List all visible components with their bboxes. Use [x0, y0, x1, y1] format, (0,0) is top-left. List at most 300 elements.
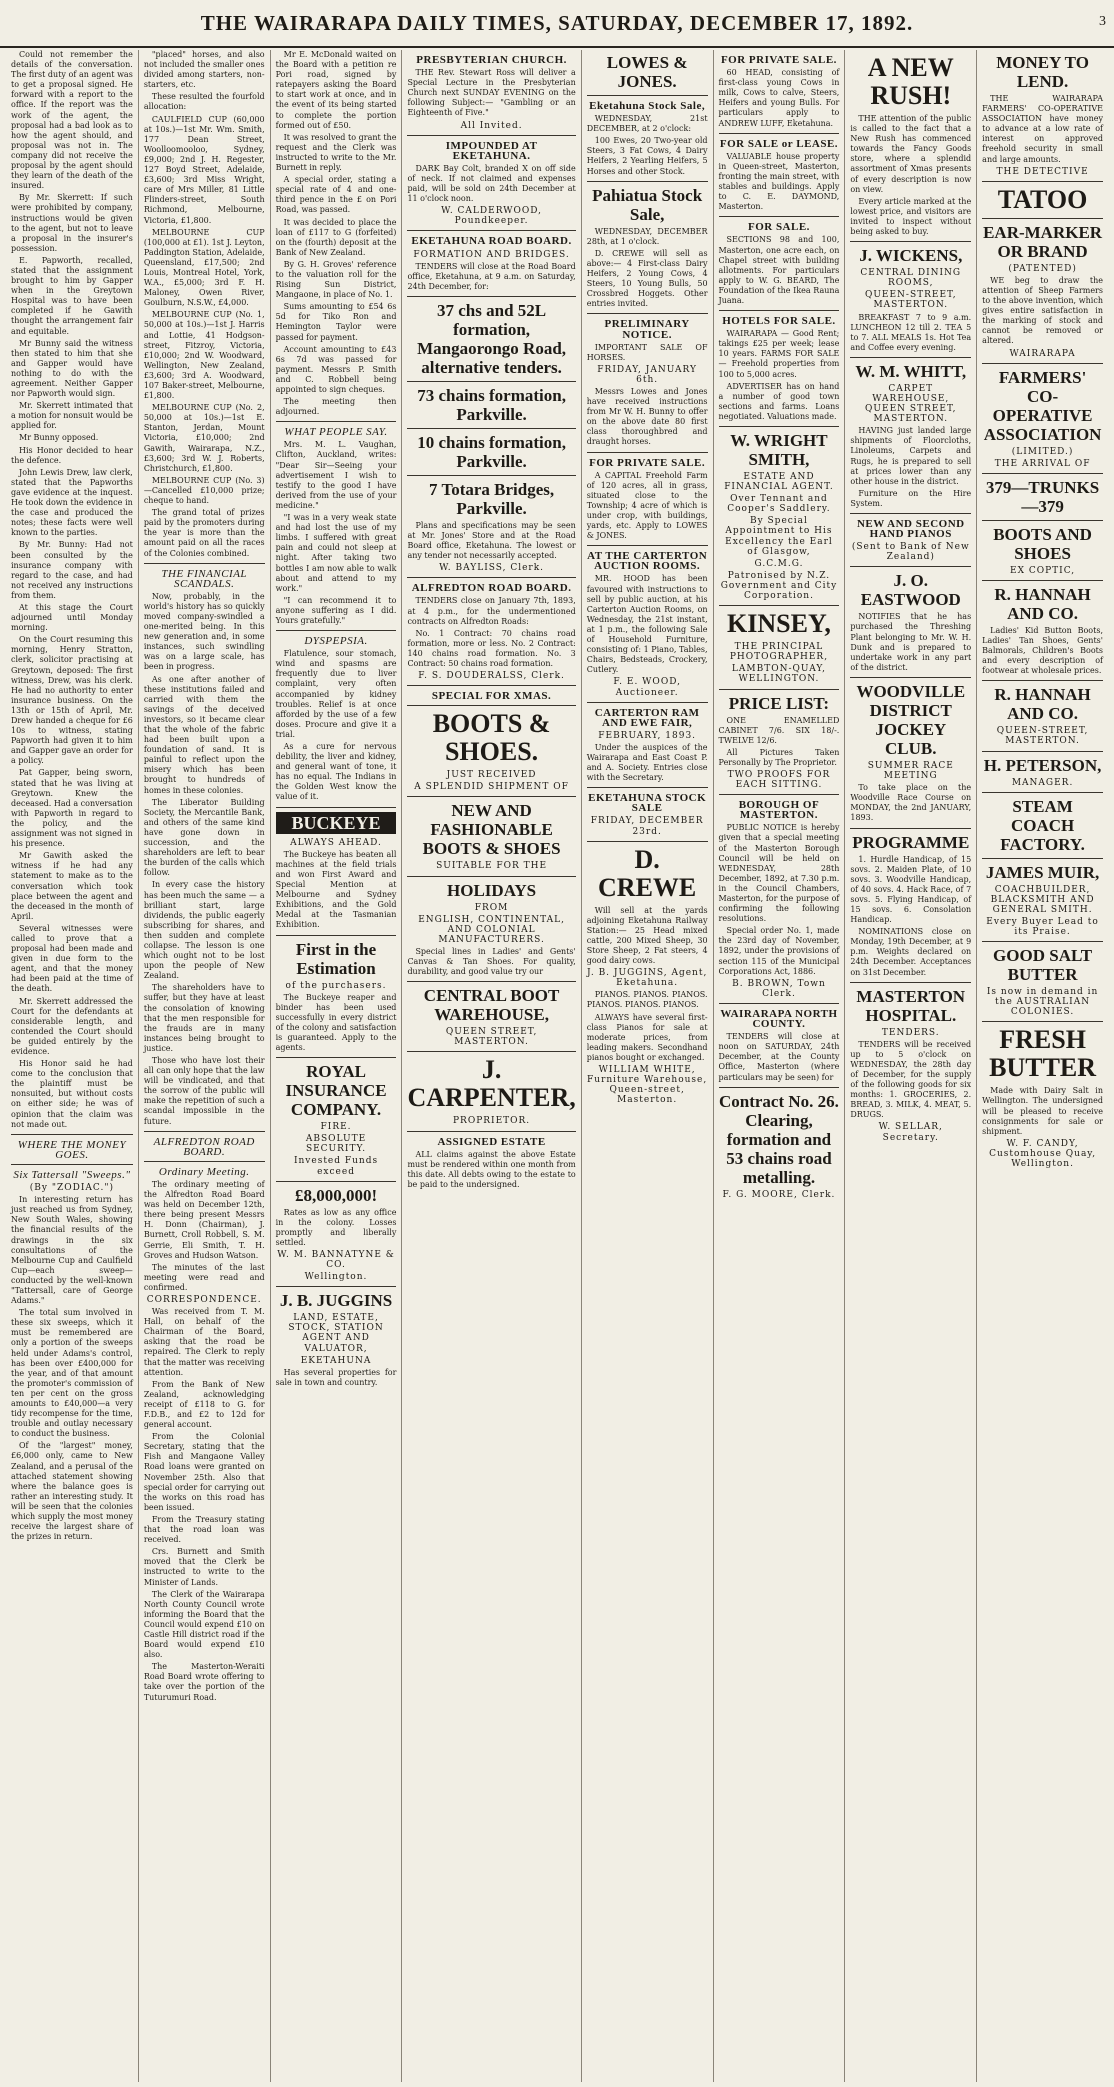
ad-headline: 37 chs and 52L formation, Mangaorongo Road, alternative tenders. [417, 300, 567, 377]
article-paragraph: By G. H. Groves' reference to the valuation roll for the Rising Sun District, Mangaone, in place of No. 1. [275, 259, 397, 300]
column-rule [11, 1134, 133, 1135]
column-4 [401, 50, 580, 2082]
ad-display-text: D. CREWE [598, 844, 697, 902]
column-rule [407, 230, 575, 231]
ad-caption: SUITABLE FOR THE [436, 861, 548, 872]
article-paragraph: VALUABLE house property in Queen-street, Masterton, fronting the main street, with stables and buildings. Apply to C. E. DAYMOND, Masterton. [718, 151, 840, 212]
ad-caption: QUEEN-STREET, MASTERTON. [864, 290, 957, 311]
article-paragraph: "placed" horses, and also not included the smaller ones divided among starters, non-starters, etc. [143, 50, 265, 90]
article-paragraph: Under the auspices of the Wairarapa and East Coast P. and A. Society. Entries close with the Secretary. [586, 742, 708, 783]
ad-caption: THE DETECTIVE [996, 166, 1089, 177]
ad-caption: PROPRIETOR. [452, 1116, 531, 1127]
column-rule [587, 452, 708, 453]
article-paragraph: SECTIONS 98 and 100, Masterton, one acre each, on Chapel street with building allotments. For particulars apply to W. G. BEARD, The Foundation of the Ikea Rauna Juana. [718, 235, 840, 305]
ad-headline: First in the Estimation [295, 939, 377, 978]
article-paragraph: "I can recommend it to anyone suffering as I did. Yours gratefully." [275, 595, 397, 625]
ad-headline: 10 chains formation, Parkville. [417, 432, 566, 471]
section-heading: ALFREDTON ROAD BOARD. [153, 1135, 255, 1158]
article-paragraph: MELBOURNE CUP (No. 3)—Cancelled £10,000 prize; cheque to hand. [143, 475, 265, 506]
ad-display-text: BOOTS & SHOES. [432, 709, 551, 767]
ad-display-text: J. CARPENTER, [407, 1055, 576, 1113]
article-paragraph: 100 Ewes, 20 Two-year old Steers, 3 Fat Cows, 4 Dairy Heifers, 2 Yearling Heifers, 5 Horses and other Stock. [586, 136, 708, 176]
ad-caption: LAND, ESTATE, STOCK, STATION AGENT AND VALUATOR, [288, 1313, 384, 1354]
ad-headline: LOWES & JONES. [606, 53, 688, 91]
ad-caption: EX COPTIC, [1010, 565, 1076, 576]
article-paragraph: TENDERS will close at the Road Board office, Eketahuna, at 9 a.m. on Saturday, 24th December, for: [407, 261, 576, 291]
article-paragraph: Several witnesses were called to prove that a proposal had been made and given in due form to the agent, and that the money had been paid at the time of the death. [11, 923, 133, 994]
column-rule [276, 421, 397, 422]
article-paragraph: Mr Bunny opposed. [19, 433, 99, 443]
ad-caption: WILLIAM WHITE, Furniture Warehouse, Queen-street, Masterton. [587, 1065, 708, 1106]
section-heading: Eketahuna Stock Sale, [589, 100, 706, 112]
ad-caption: TWO PROOFS FOR EACH SITTING. [727, 769, 831, 791]
section-heading: WAIRARAPA NORTH COUNTY. [720, 1007, 838, 1031]
section-heading: FOR PRIVATE SALE. [589, 456, 706, 469]
column-rule [407, 1051, 575, 1052]
ad-headline: J. WICKENS, [859, 246, 963, 266]
ad-headline: H. PETERSON, [983, 755, 1102, 775]
article-paragraph: Pat Gapper, being sworn, stated that he was living at Greytown. Knew the deceased. Had a conversation with Papworth in regard to the policy, and the assignment was not signed in his presence. [11, 768, 133, 849]
ad-caption: QUEEN-STREET, MASTERTON. [996, 726, 1089, 747]
ad-caption: TENDERS. [881, 1027, 940, 1038]
article-paragraph: TENDERS close on January 7th, 1893, at 4 p.m., for the undermentioned contracts on Alfredton Roads: [407, 596, 576, 626]
column-rule [719, 310, 840, 311]
article-paragraph: Special lines in Ladies' and Gents' Canvas & Tan Shoes. For quality, durability, and good value try our [407, 946, 576, 977]
article-paragraph: MELBOURNE CUP (100,000 at £1). 1st J. Leyton, Paddington Station, Adelaide, Queensland, £17,500; 2nd Louis, Montreal Hotel, York, W.A., £5,000; 3rd F. H. Maloney, Owen River, Goulburn, N.S.W., £4,000. [143, 227, 265, 308]
section-heading: DYSPEPSIA. [304, 635, 368, 648]
ad-caption: G.C.M.G. [754, 558, 804, 569]
ad-headline: 73 chains formation, Parkville. [417, 385, 566, 424]
column-rule [407, 705, 575, 706]
column-6 [713, 50, 845, 2082]
article-paragraph: The Liberator Building Society, the Mercantile Bank, and others of the same kind have gone down in succession, and the shareholders are left to bear the burden of the calls which follow. [143, 797, 265, 878]
ad-headline: CENTRAL BOOT WAREHOUSE, [423, 986, 560, 1025]
ad-caption: J. B. JUGGINS, Agent, Eketahuna. [586, 968, 708, 989]
article-paragraph: ONE ENAMELLED CABINET 7/6. SIX 18/-. TWELVE 12/6. [718, 715, 840, 745]
article-paragraph: "I was in a very weak state and had lost the use of my limbs. I suffered with great pain and could not sleep at night. After taking two bottles I am now able to walk about and attend to my work." [275, 513, 397, 593]
article-paragraph: The total sum involved in these six sweeps, which it must be remembered are only a portion of the sweeps held under Adams's control, has been over £400,000 for the year, and of that amount the promoter's commission of ten per cent on the gross amounts to £40,000—a very tidy recompense for the time, trouble and outlay necessary to conduct the business. [11, 1308, 133, 1439]
ad-headline: J. O. EASTWOOD [860, 571, 961, 610]
ad-display-text: FRESH BUTTER [989, 1025, 1097, 1083]
column-rule [587, 702, 708, 703]
ad-caption: (Sent to Bank of New Zealand) [851, 542, 970, 563]
ad-display-text: TATOO [997, 184, 1088, 214]
ad-caption: FROM [474, 902, 509, 913]
section-heading: AT THE CARTERTON AUCTION ROOMS. [587, 550, 708, 573]
ad-caption: F. G. MOORE, Clerk. [722, 1189, 836, 1200]
ad-caption: of the purchasers. [285, 980, 387, 991]
section-heading: HOTELS FOR SALE. [722, 315, 836, 328]
ad-display-text: A NEW RUSH! [867, 53, 954, 110]
column-5 [581, 50, 713, 2082]
masthead [0, 0, 1114, 48]
ad-banner: BUCKEYE [276, 812, 397, 834]
article-paragraph: Furniture on the Hire System. [850, 488, 972, 508]
article-paragraph: MELBOURNE CUP (No. 1, 50,000 at 10s.)—1st J. Harris and Lottie, 41 Hodgson-street, Fitzroy, Victoria, £10,000; 2nd W. Woodward, Wellington, New Zealand, £3,600; 3rd A. Woodward, 107 Baker-street, Melbourne, £1,800. [143, 310, 265, 401]
ad-headline: 7 Totara Bridges, Parkville. [429, 479, 555, 518]
article-paragraph: THE attention of the public is called to the fact that a New Rush has commenced towards the Fancy Goods store, where a splendid assortment of Xmas presents of every description is now on view. [850, 114, 972, 194]
article-paragraph: The ordinary meeting of the Alfredton Road Board was held on December 12th, there being present Messrs H. Donn (Chairman), J. Burnett, Croll Robbell, S. M. Gerrie, Eli Smith, T. H. Groves and Hudson Watson. [143, 1179, 265, 1260]
article-paragraph: NOTIFIES that he has purchased the Threshing Plant belonging to Mr. W. H. Dunk and is prepared to undertake work in any part of the district. [850, 612, 972, 672]
column-rule [850, 357, 971, 358]
column-rule [144, 1131, 265, 1132]
column-rule [587, 787, 708, 788]
article-paragraph: On the Court resuming this morning, Henry Stratton, clerk, solicitor practising at Greytown, deposed: The first witness, Drew, was his clerk. He had no authority to enter insurance business. On the 13th or 15th of April, Mr. Drew handed a cheque for £6 10s to witness, stating Papworth had given it to him and Gapper gave an order for a policy. [11, 635, 133, 766]
article-paragraph: Mrs. M. L. Vaughan, Clifton, Auckland, writes: "Dear Sir—Seeing your advertisement I wish to testify to the good I have derived from the use of your medicine." [275, 440, 397, 510]
article-paragraph: The Clerk of the Wairarapa North County Council wrote informing the Board that the Council would expend £10 on Castle Hill district road if the Board would expend £10 also. [143, 1589, 265, 1660]
article-paragraph: Mr Gawith asked the witness if he had any statement to make as to the conversation which took place between the agent and the deceased in the month of April. [11, 851, 133, 921]
column-rule [407, 135, 575, 136]
column-2 [138, 50, 270, 2082]
ad-headline: W. M. WHITT, [855, 361, 967, 381]
article-paragraph: Mr Bunny said the witness then stated to him that she and Gapper would have nothing to do with the agreement. Neither Gapper nor Papworth would sign. [11, 338, 133, 399]
column-rule [407, 577, 575, 578]
ad-caption: W. F. CANDY, Customhouse Quay, Wellington. [989, 1138, 1097, 1170]
ad-headline: JAMES MUIR, [985, 862, 1100, 882]
ad-headline: PROGRAMME [852, 832, 970, 852]
article-paragraph: WAIRARAPA — Good Rent; takings £25 per week; lease 10 years. FARMS FOR SALE — Freehold properties from 100 to 5,000 acres. [718, 329, 840, 379]
article-paragraph: The Masterton-Weraiti Road Board wrote offering to take over the portion of the Tuturumuri Road. [143, 1662, 265, 1702]
article-paragraph: Rates as low as any office in the colony. Losses promptly and liberally settled. [275, 1207, 397, 1247]
article-paragraph: Was received from T. M. Hall, on behalf of the Chairman of the Board, asking that the road be repaired. The Clerk to reply that the matter was receiving attention. [143, 1307, 265, 1377]
article-paragraph: The shareholders have to suffer, but they have at least the consolation of knowing that the men responsible for the frauds are in many instances being brought to justice. [143, 983, 265, 1053]
column-rule [719, 426, 840, 427]
column-rule [982, 858, 1103, 859]
ad-caption: FEBRUARY, 1893. [598, 730, 697, 741]
article-paragraph: A CAPITAL Freehold Farm of 120 acres, all in grass, situated close to the Township; 4 acre of which is under crop, with buildings, yards, etc. Apply to LOWES & JONES. [586, 470, 708, 541]
section-heading: PRESBYTERIAN CHURCH. [416, 54, 567, 66]
ad-caption: Is now in demand in the AUSTRALIAN COLONIES. [986, 987, 1099, 1018]
article-paragraph: Now, probably, in the world's history has so quickly moved company-swindled a one-merited being. In this new generation and, in some instances, such swindling was on a large scale, has been in progress. [143, 591, 265, 672]
article-paragraph: TENDERS will close at noon on SATURDAY, 24th December, at the County Office, Masterton (where particulars may be seen) for [718, 1032, 840, 1082]
column-rule [407, 475, 575, 476]
column-rule [11, 1164, 133, 1165]
column-rule [276, 1181, 397, 1182]
section-heading: SPECIAL FOR XMAS. [431, 690, 552, 703]
ad-headline: Contract No. 26. Clearing, formation and 53 chains road metalling. [718, 1091, 839, 1187]
column-rule [982, 792, 1103, 793]
article-paragraph: The grand total of prizes paid by the promoters during the year is more than the amount paid on all the races of the Colonies combined. [143, 508, 265, 558]
section-heading: FOR SALE or LEASE. [719, 137, 839, 150]
article-paragraph: Made with Dairy Salt in Wellington. The undersigned will be pleased to receive consignments for sale or shipment. [982, 1086, 1103, 1136]
article-paragraph: A special order, stating a special rate of 4 and one-third pence in the £ on Pori Road, was passed. [275, 175, 397, 215]
section-heading: WHERE THE MONEY GOES. [17, 1138, 127, 1161]
article-paragraph: These resulted the fourfold allocation: [143, 92, 265, 112]
page-number: 3 [1099, 14, 1106, 29]
column-rule [982, 941, 1103, 942]
ad-caption: CENTRAL DINING ROOMS, [860, 268, 962, 289]
ad-caption: (PATENTED) [1008, 263, 1077, 274]
article-paragraph: All Pictures Taken Personally by The Proprietor. [718, 747, 840, 767]
article-paragraph: Mr. Skerrett addressed the Court for the defendants at considerable length, and contended the Court should be guided entirely by the evidence. [11, 996, 133, 1056]
article-paragraph: PIANOS. PIANOS. PIANOS. PIANOS. PIANOS. PIANOS. [586, 990, 708, 1010]
column-rule [407, 1131, 575, 1132]
ad-caption: JUST RECEIVED [446, 770, 537, 781]
ad-headline: ROYAL INSURANCE COMPANY. [285, 1062, 387, 1120]
column-rule [587, 313, 708, 314]
article-paragraph: Plans and specifications may be seen at Mr. Jones' Store and at the Road Board office, Eketahuna. The lowest or any tender not necessarily accepted. [407, 520, 576, 561]
column-rule [982, 680, 1103, 681]
column-rule [850, 513, 971, 514]
article-paragraph: Of the "largest" money, £6,000 only, came to New Zealand, and a perusal of the attached statement showing where the balance goes is rather an interesting study. It will be seen that the colonies which supply the most money receive the largest share of the prizes in return. [11, 1441, 133, 1542]
ad-headline: BOOTS AND SHOES [993, 524, 1092, 563]
article-paragraph: PUBLIC NOTICE is hereby given that a special meeting of the Masterton Borough Council will be held on WEDNESDAY, 28th December, 1892, at 7.30 p.m. in the Council Chambers, Masterton, for the purpose of confirming the following resolutions. [718, 823, 840, 924]
column-rule [850, 566, 971, 567]
article-paragraph: Those who have lost their all can only hope that the law will be vindicated, and that the sorrow of the public will make the repetition of such a scandal impossible in the future. [143, 1056, 265, 1126]
column-rule [982, 520, 1103, 521]
ad-caption: W. SELLAR, Secretary. [878, 1122, 943, 1143]
article-paragraph: E. Papworth, recalled, stated that the assignment brought to him by Gapper when in the Greytown Hospital was to have been completed if he Gawith thought the arrangement fair and equitable. [11, 255, 133, 336]
ad-headline: FARMERS' CO-OPERATIVE ASSOCIATION [983, 367, 1102, 444]
ad-caption: Wellington. [304, 1272, 368, 1283]
article-paragraph: HAVING just landed large shipments of Floorcloths, Linoleums, Carpets and Rugs, he is prepared to sell at prices lower than any other house in the district. [850, 426, 972, 486]
ad-caption: FIRE. [320, 1122, 352, 1133]
article-paragraph: The minutes of the last meeting were read and confirmed. [143, 1262, 265, 1292]
article-paragraph: It was resolved to grant the request and the Clerk was instructed to write to the Mr. Burnett in reply. [275, 132, 397, 173]
article-paragraph: From the Bank of New Zealand, acknowledging receipt of £118 to G. for F.D.B., and £2 to 12d for general account. [143, 1379, 265, 1430]
ad-headline: EAR-MARKER OR BRAND [983, 222, 1103, 261]
column-rule [407, 296, 575, 297]
article-paragraph: IMPORTANT SALE OF HORSES. [586, 342, 708, 362]
column-rule [407, 381, 575, 382]
column-rule [587, 181, 708, 182]
article-paragraph: 1. Hurdle Handicap, of 15 sovs. 2. Maiden Plate, of 10 sovs. 3. Woodville Handicap, of 40 sovs. 4. Hack Race, of 7 sovs. 5. Flying Handicap, of 15 sovs. 6. Consolation Handicap. [850, 854, 972, 925]
column-rule [719, 1003, 840, 1004]
column-1 [6, 50, 138, 2082]
ad-caption: QUEEN STREET, MASTERTON. [445, 1027, 538, 1048]
section-heading: Six Tattersall "Sweeps." [13, 1168, 131, 1181]
article-paragraph: CAULFIELD CUP (60,000 at 10s.)—1st Mr. Wm. Smith, 177 Dean Street, Woolloomooloo, Sydney, £9,000; 2nd J. H. Regester, 127 Boyd Street, Adelaide, £3,600; 3rd Miss Wright, care of Mrs Miller, 81 Little Flinders-street, South Richmond, Melbourne, Victoria, £1,800. [143, 114, 265, 225]
ad-caption: Invested Funds exceed [293, 1156, 379, 1177]
ad-caption: W. CALDERWOOD, Poundkeeper. [441, 206, 543, 227]
ad-caption: By Special Appointment to His Excellency the Earl of Glasgow, [725, 516, 833, 557]
column-rule [587, 95, 708, 96]
ad-caption: ENGLISH, CONTINENTAL, AND COLONIAL MANUFACTURERS. [418, 914, 565, 945]
column-rule [850, 677, 971, 678]
article-paragraph: Mr E. McDonald waited on the Board with a petition re Pori road, signed by ratepayers asking the Board to start work at once, and in the event of its being started to complete the portion formed out of £50. [275, 50, 397, 130]
column-rule [982, 181, 1103, 182]
ad-caption: LAMBTON-QUAY, WELLINGTON. [731, 664, 826, 685]
article-paragraph: No. 1 Contract: 70 chains road formation, more or less. No. 2 Contract: 140 chains road formation. No. 3 Contract: 50 chains road formation. [407, 628, 576, 668]
article-paragraph: DARK Bay Colt, branded X on off side of neck. If not claimed and expenses paid, will be sold on 24th December at 11 o'clock noon. [407, 163, 576, 204]
article-paragraph: Crs. Burnett and Smith moved that the Clerk be instructed to write to the Minister of Lands. [143, 1547, 265, 1587]
ad-headline: J. B. JUGGINS [279, 1291, 393, 1311]
ad-headline: NEW AND FASHIONABLE BOOTS & SHOES [422, 801, 561, 859]
ad-caption: F. S. DOUDERALSS, Clerk. [418, 671, 565, 682]
column-rule [407, 876, 575, 877]
article-paragraph: WEDNESDAY, 21st DECEMBER, at 2 o'clock: [586, 114, 708, 134]
column-rule [719, 133, 840, 134]
ad-caption: FORMATION AND BRIDGES. [413, 249, 570, 260]
masthead-title: THE WAIRARAPA DAILY TIMES, SATURDAY, DECEMBER 17, 1892. [200, 10, 914, 35]
article-paragraph: ALWAYS have several first-class Pianos for sale at moderate prices, from leading makers. Secondhand pianos bought or exchanged. [586, 1012, 708, 1062]
ad-headline: R. HANNAH AND CO. [994, 685, 1091, 724]
ad-caption: B. BROWN, Town Clerk. [732, 978, 826, 999]
column-8 [976, 50, 1108, 2082]
column-rule [407, 796, 575, 797]
column-rule [982, 473, 1103, 474]
section-heading: FOR PRIVATE SALE. [720, 54, 837, 66]
ad-headline: WOODVILLE DISTRICT JOCKEY CLUB. [856, 681, 966, 758]
article-paragraph: THE Rev. Stewart Ross will deliver a Special Lecture in the Presbyterian Church next SUNDAY EVENING on the following Subject:— "Gambling or an Eighteenth of Five." [407, 68, 576, 118]
ad-caption: FRIDAY, JANUARY 6th. [597, 364, 697, 385]
article-paragraph: From the Treasury stating that the road loan was received. [143, 1514, 265, 1545]
column-rule [719, 1087, 840, 1088]
article-paragraph: In interesting return has just reached us from Sydney, New South Wales, showing the financial results of the drawings in the six consultations of the Melbourne Cup and Caulfield Cup—each sweep—conducted by the well-known "Tattersall, care of George Adams." [11, 1195, 133, 1306]
ad-headline: W. WRIGHT SMITH, [730, 431, 828, 469]
section-heading: THE FINANCIAL SCANDALS. [161, 567, 248, 590]
column-7 [844, 50, 976, 2082]
ad-headline: £8,000,000! [294, 1185, 378, 1205]
section-heading: EKETAHUNA STOCK SALE [588, 792, 707, 815]
article-paragraph: Flatulence, sour stomach, wind and spasms are frequently due to liver complaint, very often accompanied by kidney troubles. Relief is at once afforded by the use of a few doses. Procure and give it a trial. [275, 649, 397, 739]
article-paragraph: Messrs Lowes and Jones have received instructions from Mr W. H. Bunny to offer on the above date 80 first class thoroughbred and draught horses. [586, 386, 708, 447]
article-paragraph: TENDERS will be received up to 5 o'clock on WEDNESDAY, the 28th day of December, for the supply of the following goods for six months: 1. GROCERIES, 2. BREAD, 3. MILK, 4. MEAT, 5. DRUGS. [850, 1039, 972, 1120]
article-paragraph: Account amounting to £43 6s 7d was passed for payment. Messrs P. Smith and C. Robbell being appointed to sign cheques. [275, 344, 397, 394]
column-rule [407, 981, 575, 982]
ad-caption: Every Buyer Lead to its Praise. [986, 916, 1099, 937]
article-paragraph: Special order No. 1, made the 23rd day of November, 1892, under the provisions of section 115 of the Municipal Corporations Act, 1886. [718, 926, 840, 976]
column-rule [276, 630, 397, 631]
article-paragraph: At this stage the Court adjourned until Monday morning. [11, 602, 133, 633]
article-paragraph: By Mr. Bunny: Had not been consulted by the insurance company with regard to the case, and had not received any instructions from them. [11, 540, 133, 600]
column-rule [719, 794, 840, 795]
section-heading: ALFREDTON ROAD BOARD. [411, 582, 572, 595]
ad-caption: CARPET WAREHOUSE, QUEEN STREET, MASTERTON. [865, 383, 957, 425]
ad-caption: MANAGER. [1011, 777, 1074, 788]
column-rule [276, 935, 397, 936]
section-heading: BOROUGH OF MASTERTON. [738, 799, 820, 822]
ad-headline: Pahiatua Stock Sale, [592, 185, 703, 224]
column-rule [850, 241, 971, 242]
ad-headline: 379—TRUNKS—379 [985, 477, 1100, 516]
ad-caption: Patronised by N.Z. Government and City Corporation. [720, 570, 838, 602]
ad-headline: STEAM COACH FACTORY. [1000, 796, 1085, 854]
section-heading: FOR SALE. [747, 221, 810, 234]
ad-caption: FRIDAY, DECEMBER 23rd. [590, 816, 704, 837]
ad-caption: WAIRARAPA [1009, 348, 1076, 359]
article-paragraph: It was decided to place the loan of £117 to G (forfeited) on the (fourth) deposit at the Bank of New Zealand. [275, 217, 397, 257]
ad-caption: (By "ZODIAC.") [29, 1183, 114, 1194]
article-paragraph: ADVERTISER has on hand a number of good town sections and farms. Loans negotiated. Valuations made. [718, 381, 840, 421]
column-rule [144, 1161, 265, 1162]
columns [6, 50, 1108, 2082]
article-paragraph: NOMINATIONS close on Monday, 19th December, at 9 p.m. Weights declared on 24th December. Acceptances on 31st December. [850, 927, 972, 977]
ad-headline: PRICE LIST: [728, 693, 830, 713]
ad-headline: MASTERTON HOSPITAL. [856, 986, 966, 1025]
column-rule [407, 685, 575, 686]
article-paragraph: John Lewis Drew, law clerk, stated that the Papworths gave evidence at the inquest. He took down the evidence in the case and produced the notes; these facts were well known to the parties. [11, 467, 133, 538]
column-rule [982, 580, 1103, 581]
column-rule [982, 218, 1103, 219]
column-rule [144, 563, 265, 564]
section-heading: NEW AND SECOND HAND PIANOS [856, 518, 965, 541]
article-paragraph: Has several properties for sale in town and country. [275, 1367, 397, 1387]
article-paragraph: In every case the history has been much the same — a brilliant start, large dividends, the public eagerly subscribing for shares, and then sudden and complete collapse. The lesson is one which ought not to be lost upon the people of New Zealand. [143, 880, 265, 981]
ad-caption: Over Tennant and Cooper's Saddlery. [727, 494, 831, 515]
ad-caption: THE PRINCIPAL PHOTOGRAPHER, [729, 642, 829, 663]
ad-caption: SUMMER RACE MEETING [867, 760, 954, 782]
column-rule [587, 545, 708, 546]
ad-caption: COACHBUILDER, BLACKSMITH AND GENERAL SMITH. [990, 884, 1095, 915]
article-paragraph: Every article marked at the lowest price, and visitors are invited to inspect without being asked to buy. [850, 196, 972, 237]
column-rule [407, 428, 575, 429]
article-paragraph: The meeting then adjourned. [275, 397, 397, 417]
ad-caption: ALWAYS AHEAD. [290, 837, 382, 848]
ad-headline: HOLIDAYS [447, 880, 537, 900]
article-paragraph: MR. HOOD has been favoured with instructions to sell by public auction, at his Carterton Auction Rooms, on Wednesday, the 21st instant, at 1 p.m., the following Sale of Household Furniture, consisting of: 1 Piano, Tables, Chairs, Bedsteads, Crockery, Cutlery. [586, 574, 708, 675]
article-paragraph: ALL claims against the above Estate must be rendered within one month from this date. All debts owing to the estate to be paid to the undersigned. [407, 1149, 576, 1189]
column-rule [719, 216, 840, 217]
article-paragraph: WE beg to draw the attention of Sheep Farmers to the above invention, which gives entire satisfaction in the marking of stock and cannot be removed or altered. [982, 275, 1103, 346]
article-paragraph: BREAKFAST 7 to 9 a.m. LUNCHEON 12 till 2. TEA 5 to 7. ALL MEALS 1s. Hot Tea and Coffee every evening. [850, 312, 972, 352]
column-rule [982, 1021, 1103, 1022]
article-paragraph: 60 HEAD, consisting of first-class young Cows in milk, Cows to calve, Steers, Heifers and young Bulls. For particulars apply to ANDREW LUFF, Eketahuna. [718, 68, 840, 128]
column-rule [719, 605, 840, 606]
column-rule [850, 828, 971, 829]
article-paragraph: Mr. Skerrett intimated that a motion for nonsuit would be applied for. [11, 401, 133, 431]
article-paragraph: WEDNESDAY, DECEMBER 28th, at 1 o'clock. [586, 226, 708, 246]
column-rule [982, 363, 1103, 364]
section-heading: EKETAHUNA ROAD BOARD. [411, 235, 572, 248]
ad-caption: EKETAHUNA [300, 1355, 372, 1366]
ad-headline: R. HANNAH AND CO. [994, 584, 1091, 623]
column-rule [276, 807, 397, 808]
article-paragraph: From the Colonial Secretary, stating that the Fish and Mangaone Valley Road loans were granted on November 25th. Also that special order for carrying out the works on this road has been issued. [143, 1432, 265, 1512]
article-paragraph: His Honor said he had come to the conclusion that the plaintiff must be nonsuited, but without costs on either side; he was of opinion that the claim was not made out. [11, 1059, 133, 1129]
column-rule [587, 841, 708, 842]
section-heading: IMPOUNDED AT EKETAHUNA. [445, 139, 538, 162]
section-heading: ASSIGNED ESTATE [437, 1135, 546, 1148]
column-rule [982, 751, 1103, 752]
article-paragraph: Ladies' Kid Button Boots, Ladies' Tan Shoes, Gents' Balmorals, Children's Boots and every description of footwear at wholesale prices. [982, 625, 1103, 676]
ad-caption: THE ARRIVAL OF [994, 458, 1091, 469]
ad-headline: GOOD SALT BUTTER [993, 946, 1093, 985]
article-paragraph: To take place on the Woodville Race Course on MONDAY, the 2nd JANUARY, 1893. [850, 783, 972, 823]
section-heading: CARTERTON RAM AND EWE FAIR, [594, 706, 700, 729]
column-rule [850, 982, 971, 983]
article-paragraph: His Honor decided to hear the defence. [11, 445, 133, 465]
article-paragraph: By Mr. Skerrett: If such were prohibited by company, instructions would be given to the agent, but not to leave a proposal in the insurer's possession. [11, 193, 133, 253]
column-rule [276, 1057, 397, 1058]
article-paragraph: Could not remember the details of the conversation. The first duty of an agent was to get a proposal signed. He forward with a report to the office. If the report was the work of the agent, the proposal had a bad look as to how the agent should, and proposal was not in. The company did not receive the proposal by the agent should they learn of the death of the insured. [11, 50, 133, 191]
column-rule [276, 1286, 397, 1287]
ad-caption: CORRESPONDENCE. [146, 1294, 262, 1305]
ad-caption: A SPLENDID SHIPMENT OF [414, 782, 569, 793]
ad-caption: All Invited. [460, 120, 523, 131]
ad-headline: MONEY TO LEND. [996, 53, 1089, 91]
article-paragraph: MELBOURNE CUP (No. 2, 50,000 at 10s.)—1st E. Stanton, Jerdan, Mount Victoria, £10,000; 2nd Gawith, Wairarapa, N.Z., £3,600; 3rd W. J. Roberts, Christchurch, £1,800. [143, 403, 265, 473]
article-paragraph: The Buckeye has beaten all machines at the field trials and won First Award and Special Mention at Melbourne and Sydney Exhibitions, and the Gold Medal at the Tasmanian Exhibition. [275, 849, 397, 930]
ad-caption: W. M. BANNATYNE & CO. [277, 1250, 395, 1271]
article-paragraph: D. CREWE will sell as above:— 4 First-class Dairy Heifers, 2 Young Cows, 4 Steers, 10 Young Bulls, 50 Crossbred Hoggets. Other entries invited. [586, 248, 708, 309]
ad-caption: F. E. WOOD, Auctioneer. [613, 677, 681, 698]
section-heading: PRELIMINARY NOTICE. [604, 318, 690, 341]
ad-caption: W. BAYLISS, Clerk. [439, 563, 545, 574]
column-rule [719, 689, 840, 690]
column-3 [270, 50, 402, 2082]
article-paragraph: The Buckeye reaper and binder has been used successfully in every district of the colony and satisfaction is guaranteed. Apply to the agents. [275, 992, 397, 1053]
article-paragraph: As one after another of these institutions failed and carried with them the savings of the deceived investors, so it became clear that the whole of the fabric had been built upon a foundation of sand. It is painful to reflect upon the misery which has been brought to hundreds of homes in these colonies. [143, 674, 265, 795]
ad-caption: ABSOLUTE SECURITY. [305, 1134, 367, 1155]
article-paragraph: THE WAIRARAPA FARMERS' CO-OPERATIVE ASSOCIATION have money to advance at a low rate of interest on approved freehold security in small and large amounts. [982, 94, 1103, 164]
ad-caption: (LIMITED.) [1011, 446, 1074, 457]
ad-caption: ESTATE AND FINANCIAL AGENT. [724, 472, 834, 493]
section-heading: Ordinary Meeting. [158, 1165, 250, 1178]
article-paragraph: Sums amounting to £54 6s 5d for Tiko Ron and Hemington Taylor were passed for payment. [275, 302, 397, 342]
section-heading: WHAT PEOPLE SAY. [284, 426, 388, 439]
article-paragraph: As a cure for nervous debility, the liver and kidney, and general want of tone, it has no equal. The Indians in the Golden West know the value of it. [275, 742, 397, 802]
